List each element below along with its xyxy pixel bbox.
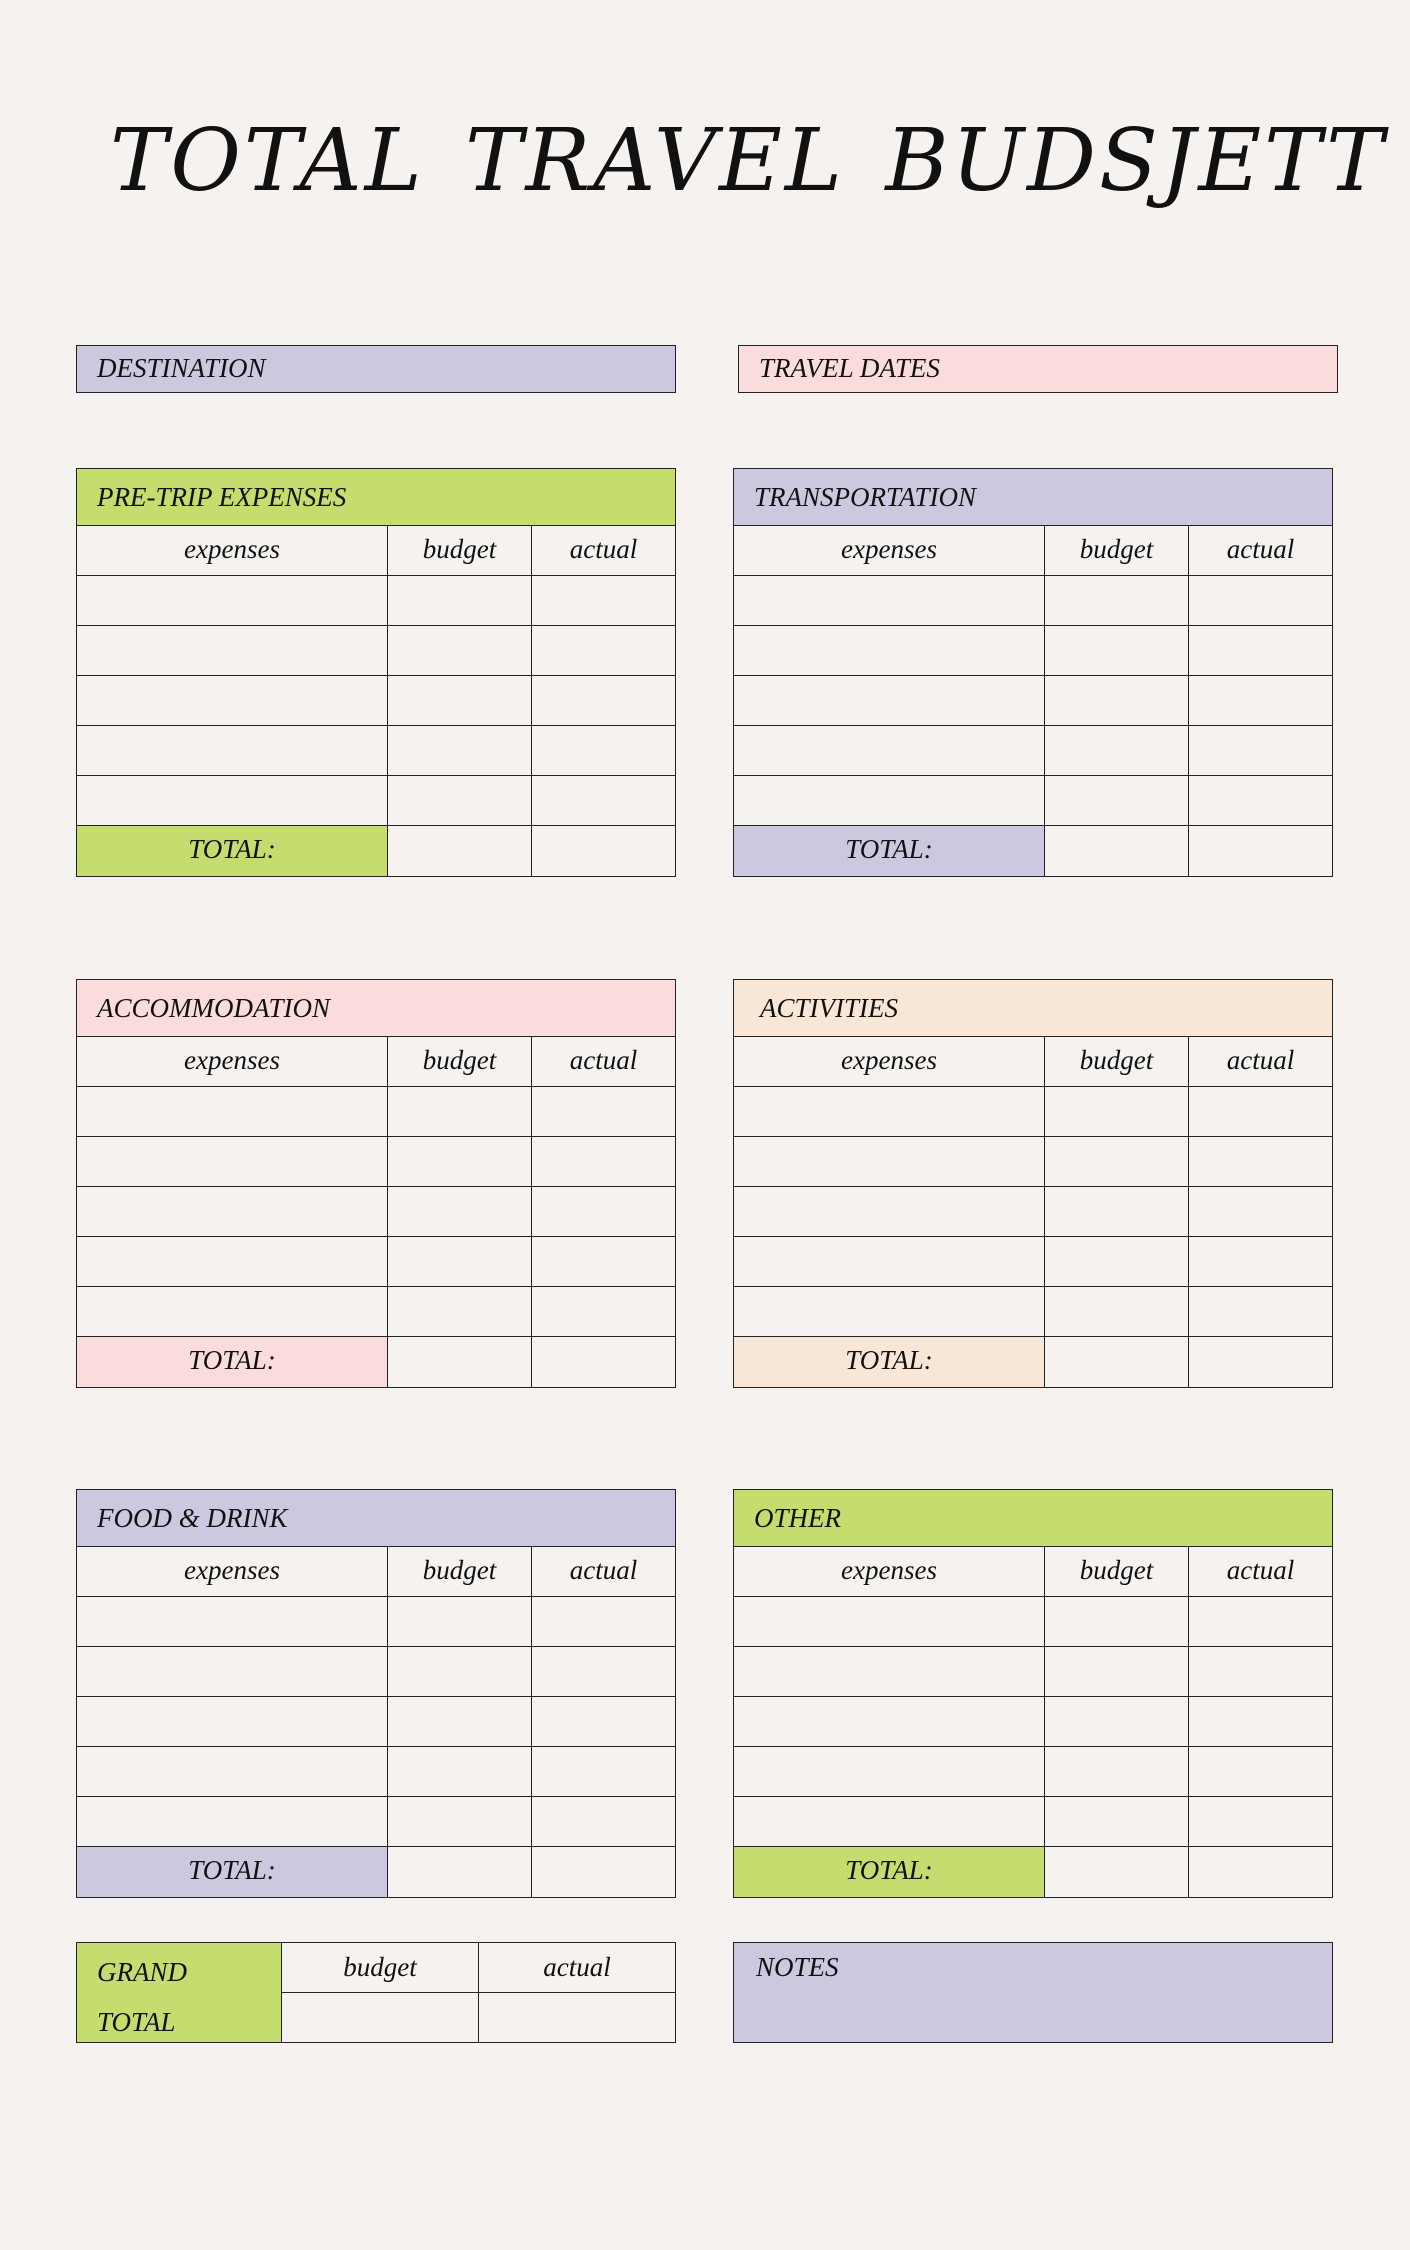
grand-actual-value-cell[interactable]	[479, 1993, 675, 2042]
transportation-section	[733, 468, 1333, 877]
total-row	[734, 1337, 1332, 1387]
budget-cell[interactable]	[388, 1087, 532, 1136]
table-row	[77, 1187, 675, 1237]
actual-cell[interactable]	[532, 1697, 675, 1746]
grand-actual-header: actual	[543, 1952, 611, 1982]
table-row	[734, 1797, 1332, 1847]
expenses-header: expenses	[734, 526, 1045, 575]
actual-cell[interactable]	[532, 1597, 675, 1646]
actual-cell[interactable]	[1189, 1137, 1332, 1186]
expenses-header: expenses	[77, 1037, 388, 1086]
table-row	[734, 1287, 1332, 1337]
table-row	[734, 626, 1332, 676]
actual-total-cell[interactable]	[532, 1337, 675, 1387]
actual-cell[interactable]	[1189, 1287, 1332, 1336]
table-row	[734, 1237, 1332, 1287]
grand-total-value-row	[282, 1993, 675, 2042]
actual-cell[interactable]	[1189, 576, 1332, 625]
budget-cell[interactable]	[388, 1187, 532, 1236]
table-row	[77, 576, 675, 626]
budget-cell[interactable]	[1045, 1087, 1189, 1136]
expense-cell[interactable]	[734, 776, 1045, 825]
expense-cell[interactable]	[77, 1287, 388, 1336]
table-row	[734, 1137, 1332, 1187]
budget-cell[interactable]	[1045, 1797, 1189, 1846]
table-row	[77, 1287, 675, 1337]
section-title: ACTIVITIES	[734, 980, 1332, 1037]
total-label: TOTAL:	[734, 1847, 1045, 1897]
column-header-row	[77, 1547, 675, 1597]
expense-cell[interactable]	[77, 1597, 388, 1646]
budget-header: budget	[388, 1037, 532, 1086]
actual-cell[interactable]	[532, 776, 675, 825]
table-row	[77, 776, 675, 826]
expense-cell[interactable]	[734, 1747, 1045, 1796]
budget-total-cell[interactable]	[1045, 1337, 1189, 1387]
expenses-header: expenses	[734, 1037, 1045, 1086]
table-row	[734, 1187, 1332, 1237]
expense-cell[interactable]	[734, 1087, 1045, 1136]
actual-cell[interactable]	[1189, 1597, 1332, 1646]
budget-cell[interactable]	[388, 1237, 532, 1286]
expense-cell[interactable]	[734, 1237, 1045, 1286]
section-title: ACCOMMODATION	[77, 980, 675, 1037]
column-header-row	[734, 1037, 1332, 1087]
expense-cell[interactable]	[77, 1797, 388, 1846]
budget-cell[interactable]	[388, 1797, 532, 1846]
accommodation-section	[76, 979, 676, 1388]
budget-total-cell[interactable]	[1045, 826, 1189, 876]
grand-total-box	[76, 1942, 676, 2043]
total-row	[734, 826, 1332, 876]
budget-cell[interactable]	[1045, 1647, 1189, 1696]
travel-dates-label: TRAVEL DATES	[759, 353, 940, 383]
table-row	[734, 726, 1332, 776]
budget-cell[interactable]	[388, 1647, 532, 1696]
column-header-row	[734, 1547, 1332, 1597]
table-row	[77, 1697, 675, 1747]
expense-cell[interactable]	[77, 576, 388, 625]
notes-box[interactable]	[733, 1942, 1333, 2043]
table-row	[77, 626, 675, 676]
expenses-header: expenses	[77, 526, 388, 575]
actual-cell[interactable]	[1189, 626, 1332, 675]
expense-cell[interactable]	[734, 676, 1045, 725]
pre-trip-expenses-section	[76, 468, 676, 877]
table-row	[77, 1237, 675, 1287]
expense-cell[interactable]	[77, 676, 388, 725]
budget-total-cell[interactable]	[388, 1337, 532, 1387]
grand-budget-header: budget	[282, 1943, 479, 1992]
travel-dates-field[interactable]	[738, 345, 1338, 393]
table-row	[77, 1087, 675, 1137]
grand-budget-value-cell[interactable]	[282, 1993, 479, 2042]
table-row	[77, 1797, 675, 1847]
actual-cell[interactable]	[532, 1647, 675, 1696]
notes-label: NOTES	[756, 1952, 839, 1982]
total-row	[734, 1847, 1332, 1897]
expenses-header: expenses	[77, 1547, 388, 1596]
actual-cell[interactable]	[532, 576, 675, 625]
total-label: TOTAL:	[77, 1337, 388, 1387]
actual-cell[interactable]	[532, 1187, 675, 1236]
budget-header: budget	[1045, 1547, 1189, 1596]
grand-total-header-row	[282, 1943, 675, 1993]
expense-cell[interactable]	[734, 1137, 1045, 1186]
budget-cell[interactable]	[1045, 576, 1189, 625]
expense-cell[interactable]	[734, 576, 1045, 625]
table-row	[77, 676, 675, 726]
budget-cell[interactable]	[1045, 1287, 1189, 1336]
budget-cell[interactable]	[388, 776, 532, 825]
destination-label: DESTINATION	[97, 353, 266, 383]
section-title: PRE-TRIP EXPENSES	[77, 469, 675, 526]
budget-header: budget	[388, 1547, 532, 1596]
actual-total-cell[interactable]	[532, 826, 675, 876]
column-header-row	[734, 526, 1332, 576]
destination-field[interactable]	[76, 345, 676, 393]
total-label: TOTAL:	[77, 1847, 388, 1897]
activities-section	[733, 979, 1333, 1388]
budget-cell[interactable]	[388, 626, 532, 675]
expense-cell[interactable]	[734, 1797, 1045, 1846]
budget-cell[interactable]	[1045, 1697, 1189, 1746]
budget-cell[interactable]	[1045, 726, 1189, 775]
table-row	[734, 1597, 1332, 1647]
table-row	[734, 1697, 1332, 1747]
budget-header: budget	[1045, 526, 1189, 575]
expense-cell[interactable]	[77, 1137, 388, 1186]
expense-cell[interactable]	[734, 1187, 1045, 1236]
actual-header: actual	[569, 1045, 638, 1075]
actual-total-cell[interactable]	[532, 1847, 675, 1897]
expense-cell[interactable]	[77, 1747, 388, 1796]
budget-cell[interactable]	[388, 576, 532, 625]
table-row	[77, 1647, 675, 1697]
expense-cell[interactable]	[77, 1187, 388, 1236]
actual-header: actual	[1226, 1555, 1295, 1585]
expense-cell[interactable]	[734, 1697, 1045, 1746]
actual-cell[interactable]	[532, 1087, 675, 1136]
section-title: FOOD & DRINK	[77, 1490, 675, 1547]
actual-total-cell[interactable]	[1189, 826, 1332, 876]
actual-header: actual	[1226, 534, 1295, 564]
budget-cell[interactable]	[388, 1747, 532, 1796]
section-title: OTHER	[734, 1490, 1332, 1547]
table-row	[734, 576, 1332, 626]
actual-header: actual	[569, 1555, 638, 1585]
actual-header: actual	[569, 534, 638, 564]
budget-cell[interactable]	[1045, 776, 1189, 825]
actual-cell[interactable]	[1189, 1087, 1332, 1136]
budget-cell[interactable]	[388, 1287, 532, 1336]
expense-cell[interactable]	[77, 726, 388, 775]
total-label: TOTAL:	[77, 826, 388, 876]
budget-cell[interactable]	[1045, 626, 1189, 675]
budget-cell[interactable]	[1045, 1137, 1189, 1186]
grand-total-line2: TOTAL	[97, 2007, 176, 2037]
actual-cell[interactable]	[532, 676, 675, 725]
actual-cell[interactable]	[532, 626, 675, 675]
actual-cell[interactable]	[1189, 1797, 1332, 1846]
other-section	[733, 1489, 1333, 1898]
actual-total-cell[interactable]	[1189, 1847, 1332, 1897]
total-label: TOTAL:	[734, 826, 1045, 876]
budget-cell[interactable]	[1045, 1747, 1189, 1796]
total-row	[77, 1847, 675, 1897]
expense-cell[interactable]	[734, 1647, 1045, 1696]
budget-cell[interactable]	[388, 1137, 532, 1186]
actual-cell[interactable]	[1189, 676, 1332, 725]
actual-cell[interactable]	[532, 1747, 675, 1796]
grand-total-table	[282, 1943, 675, 2042]
actual-cell[interactable]	[1189, 1697, 1332, 1746]
budget-cell[interactable]	[1045, 1597, 1189, 1646]
grand-total-label	[77, 1943, 282, 2042]
actual-cell[interactable]	[1189, 776, 1332, 825]
column-header-row	[77, 1037, 675, 1087]
actual-cell[interactable]	[1189, 726, 1332, 775]
column-header-row	[77, 526, 675, 576]
table-row	[734, 676, 1332, 726]
budget-cell[interactable]	[388, 1597, 532, 1646]
actual-cell[interactable]	[1189, 1647, 1332, 1696]
section-title: TRANSPORTATION	[734, 469, 1332, 526]
budget-cell[interactable]	[388, 726, 532, 775]
actual-cell[interactable]	[532, 1797, 675, 1846]
expense-cell[interactable]	[734, 1287, 1045, 1336]
expense-cell[interactable]	[77, 1237, 388, 1286]
table-row	[734, 776, 1332, 826]
table-row	[734, 1747, 1332, 1797]
expense-cell[interactable]	[77, 1087, 388, 1136]
expenses-header: expenses	[734, 1547, 1045, 1596]
actual-cell[interactable]	[532, 726, 675, 775]
budget-cell[interactable]	[1045, 676, 1189, 725]
budget-total-cell[interactable]	[1045, 1847, 1189, 1897]
table-row	[77, 1137, 675, 1187]
budget-header: budget	[388, 526, 532, 575]
budget-cell[interactable]	[1045, 1187, 1189, 1236]
expense-cell[interactable]	[734, 626, 1045, 675]
expense-cell[interactable]	[77, 1647, 388, 1696]
food-drink-section	[76, 1489, 676, 1898]
table-row	[734, 1647, 1332, 1697]
actual-cell[interactable]	[532, 1287, 675, 1336]
expense-cell[interactable]	[77, 776, 388, 825]
actual-cell[interactable]	[532, 1137, 675, 1186]
budget-total-cell[interactable]	[388, 1847, 532, 1897]
table-row	[77, 1597, 675, 1647]
actual-cell[interactable]	[532, 1237, 675, 1286]
budget-total-cell[interactable]	[388, 826, 532, 876]
actual-cell[interactable]	[1189, 1747, 1332, 1796]
expense-cell[interactable]	[734, 1597, 1045, 1646]
actual-cell[interactable]	[1189, 1237, 1332, 1286]
budget-header: budget	[1045, 1037, 1189, 1086]
actual-header: actual	[1226, 1045, 1295, 1075]
expense-cell[interactable]	[734, 726, 1045, 775]
budget-cell[interactable]	[1045, 1237, 1189, 1286]
table-row	[77, 1747, 675, 1797]
budget-cell[interactable]	[388, 1697, 532, 1746]
expense-cell[interactable]	[77, 626, 388, 675]
expense-cell[interactable]	[77, 1697, 388, 1746]
actual-total-cell[interactable]	[1189, 1337, 1332, 1387]
grand-total-line1: GRAND	[97, 1957, 187, 1987]
table-row	[734, 1087, 1332, 1137]
total-row	[77, 826, 675, 876]
table-row	[77, 726, 675, 776]
actual-cell[interactable]	[1189, 1187, 1332, 1236]
total-row	[77, 1337, 675, 1387]
budget-cell[interactable]	[388, 676, 532, 725]
page-title: TOTAL TRAVEL BUDSJETT	[110, 111, 1387, 211]
total-label: TOTAL:	[734, 1337, 1045, 1387]
